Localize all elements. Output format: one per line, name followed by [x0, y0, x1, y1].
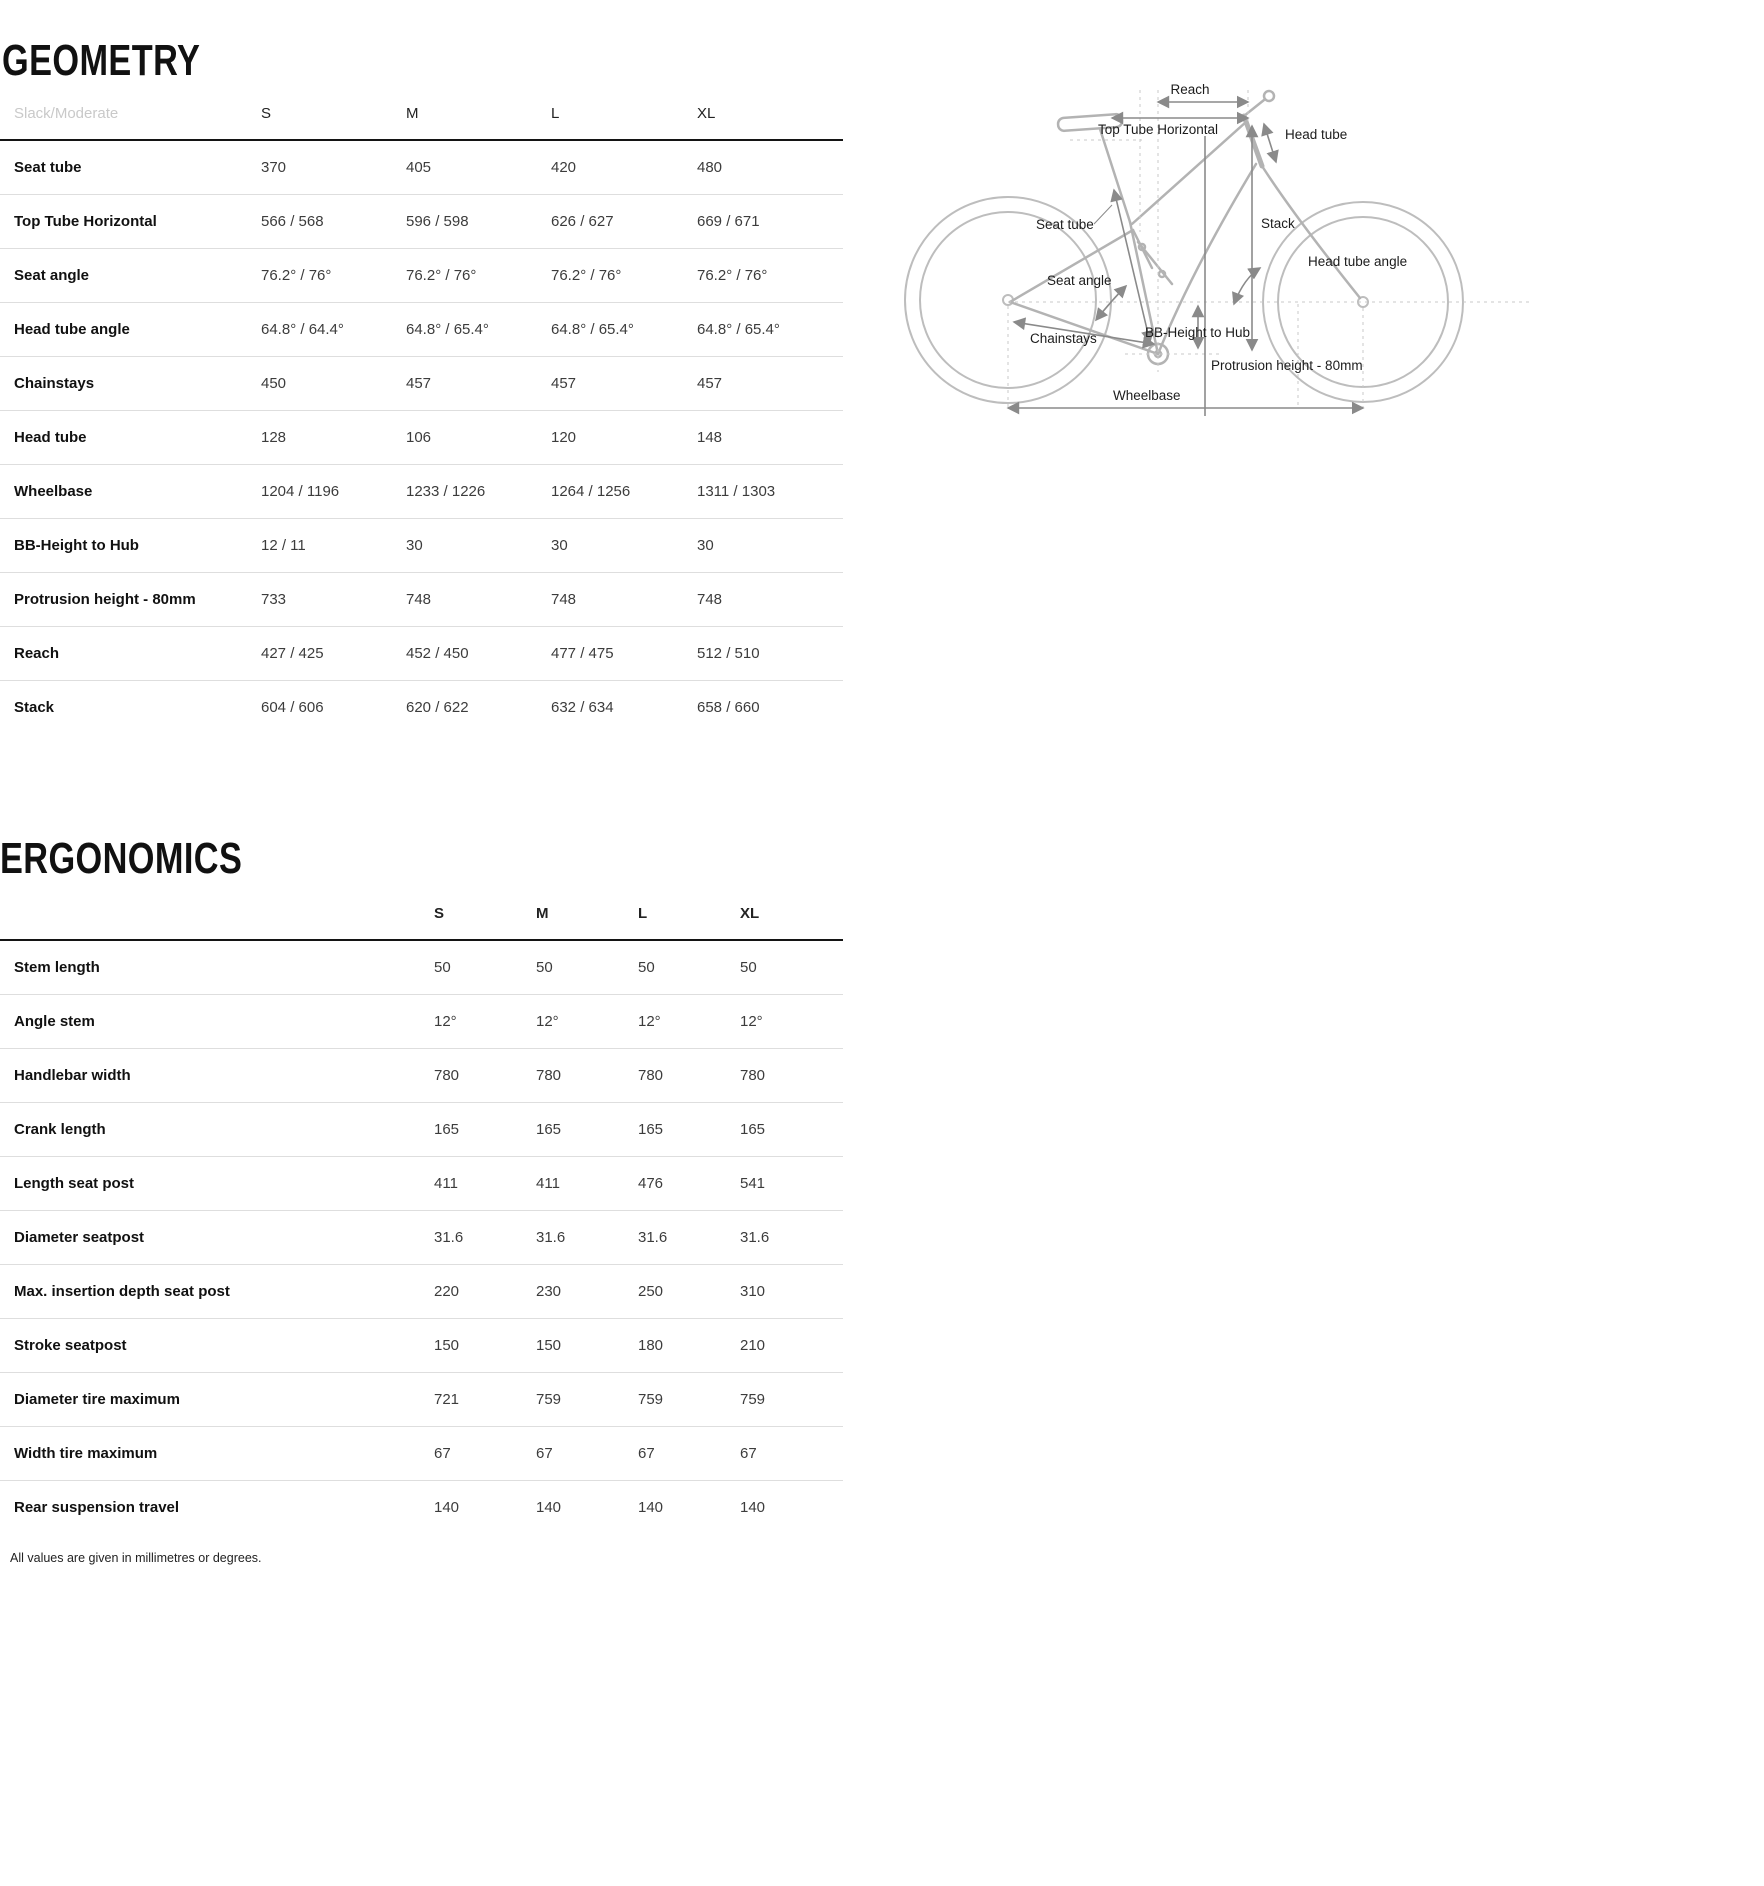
- value-cell: 106: [406, 428, 432, 446]
- value-cell: 76.2° / 76°: [551, 266, 622, 284]
- value-cell: 76.2° / 76°: [697, 266, 768, 284]
- value-cell: 140: [740, 1498, 766, 1516]
- table-row: [0, 572, 843, 626]
- value-cell: 477 / 475: [551, 644, 614, 662]
- value-cell: 541: [740, 1174, 766, 1192]
- value-cell: 780: [434, 1066, 460, 1084]
- bike-geometry-diagram: [890, 72, 1764, 420]
- value-cell: 67: [536, 1444, 553, 1462]
- value-cell: 733: [261, 590, 287, 608]
- value-cell: 165: [536, 1120, 562, 1138]
- value-cell: 31.6: [638, 1228, 668, 1246]
- value-cell: 50: [434, 958, 451, 976]
- value-cell: 120: [551, 428, 577, 446]
- header-row: [0, 88, 843, 140]
- value-cell: 411: [536, 1174, 560, 1192]
- table-row: [0, 1156, 843, 1210]
- value-cell: 150: [536, 1336, 562, 1354]
- value-cell: 67: [638, 1444, 655, 1462]
- row-label: Crank length: [14, 1120, 106, 1138]
- value-cell: 780: [638, 1066, 664, 1084]
- row-label: Wheelbase: [14, 482, 93, 500]
- value-cell: 780: [740, 1066, 766, 1084]
- row-label: Seat angle: [14, 266, 90, 284]
- table-row: [0, 1048, 843, 1102]
- row-label: Length seat post: [14, 1174, 135, 1192]
- value-cell: 230: [536, 1282, 562, 1300]
- ergonomics-table-header: [0, 888, 843, 940]
- table-row: [0, 1264, 843, 1318]
- value-cell: 512 / 510: [697, 644, 760, 662]
- row-label: Seat tube: [14, 158, 82, 176]
- value-cell: 67: [740, 1444, 757, 1462]
- value-cell: 759: [638, 1390, 664, 1408]
- row-label: Diameter tire maximum: [14, 1390, 180, 1408]
- value-cell: 604 / 606: [261, 698, 324, 716]
- value-cell: 476: [638, 1174, 664, 1192]
- value-cell: 626 / 627: [551, 212, 614, 230]
- value-cell: 140: [434, 1498, 460, 1516]
- row-label: Angle stem: [14, 1012, 95, 1030]
- column-header-xl: XL: [697, 105, 716, 122]
- value-cell: 759: [740, 1390, 766, 1408]
- table-row: [0, 248, 843, 302]
- value-cell: 250: [638, 1282, 664, 1300]
- value-cell: 30: [551, 536, 568, 554]
- value-cell: 759: [536, 1390, 562, 1408]
- value-cell: 31.6: [536, 1228, 566, 1246]
- value-cell: 457: [406, 374, 432, 392]
- value-cell: 165: [740, 1120, 766, 1138]
- value-cell: 30: [697, 536, 714, 554]
- row-label: Protrusion height - 80mm: [14, 590, 196, 608]
- table-row: [0, 356, 843, 410]
- seat-angle-label: Seat angle: [1047, 273, 1112, 288]
- value-cell: 76.2° / 76°: [406, 266, 477, 284]
- column-header-l: L: [638, 905, 648, 922]
- value-cell: 148: [697, 428, 723, 446]
- value-cell: 721: [434, 1390, 460, 1408]
- value-cell: 30: [406, 536, 423, 554]
- bb-height-to-hub-label: BB-Height to Hub: [1145, 325, 1251, 340]
- geometry-corner-label: Slack/Moderate: [14, 105, 119, 122]
- value-cell: 669 / 671: [697, 212, 760, 230]
- table-row: [0, 194, 843, 248]
- table-row: [0, 680, 843, 734]
- table-row: [0, 994, 843, 1048]
- value-cell: 405: [406, 158, 432, 176]
- stack-label: Stack: [1261, 216, 1295, 231]
- head-tube-angle-label: Head tube angle: [1308, 254, 1408, 269]
- protrusion-height-label: Protrusion height - 80mm: [1211, 358, 1363, 373]
- value-cell: 64.8° / 65.4°: [551, 320, 634, 338]
- table-row: [0, 464, 843, 518]
- table-row: [0, 518, 843, 572]
- row-label: Stroke seatpost: [14, 1336, 127, 1354]
- value-cell: 1311 / 1303: [697, 482, 776, 500]
- header-row: [0, 888, 843, 940]
- table-row: [0, 1210, 843, 1264]
- value-cell: 457: [551, 374, 577, 392]
- column-header-l: L: [551, 105, 560, 122]
- value-cell: 780: [536, 1066, 562, 1084]
- seat-tube-label: Seat tube: [1036, 217, 1094, 232]
- value-cell: 31.6: [434, 1228, 464, 1246]
- row-label: Head tube: [14, 428, 87, 446]
- value-cell: 220: [434, 1282, 460, 1300]
- value-cell: 76.2° / 76°: [261, 266, 332, 284]
- table-row: [0, 1102, 843, 1156]
- value-cell: 370: [261, 158, 287, 176]
- value-cell: 12 / 11: [261, 536, 306, 554]
- geometry-table-header: [0, 88, 843, 140]
- row-label: BB-Height to Hub: [14, 536, 139, 554]
- value-cell: 1204 / 1196: [261, 482, 340, 500]
- value-cell: 12°: [536, 1012, 559, 1030]
- value-cell: 31.6: [740, 1228, 770, 1246]
- value-cell: 140: [536, 1498, 562, 1516]
- value-cell: 12°: [434, 1012, 457, 1030]
- reach-label: Reach: [1170, 82, 1210, 97]
- ergonomics-corner-label: [0, 888, 434, 940]
- row-label: Chainstays: [14, 374, 95, 392]
- row-label: Stack: [14, 698, 55, 716]
- value-cell: 128: [261, 428, 287, 446]
- value-cell: 64.8° / 64.4°: [261, 320, 344, 338]
- wheelbase-label: Wheelbase: [1113, 388, 1181, 403]
- value-cell: 427 / 425: [261, 644, 324, 662]
- value-cell: 64.8° / 65.4°: [406, 320, 489, 338]
- bike-diagram-svg: [890, 72, 1764, 420]
- table-row: [0, 140, 843, 194]
- table-row: [0, 302, 843, 356]
- ergonomics-section-title: ERGONOMICS: [0, 834, 243, 884]
- table-row: [0, 1372, 843, 1426]
- value-cell: 748: [697, 590, 723, 608]
- row-label: Rear suspension travel: [14, 1498, 180, 1516]
- value-cell: 150: [434, 1336, 460, 1354]
- value-cell: 632 / 634: [551, 698, 614, 716]
- value-cell: 50: [536, 958, 553, 976]
- value-cell: 566 / 568: [261, 212, 324, 230]
- value-cell: 140: [638, 1498, 664, 1516]
- row-label: Stem length: [14, 958, 100, 976]
- top-tube-horizontal-label: Top Tube Horizontal: [1097, 122, 1219, 137]
- column-header-m: M: [536, 905, 549, 922]
- column-header-s: S: [434, 905, 445, 922]
- column-header-s: S: [261, 105, 272, 122]
- value-cell: 748: [551, 590, 577, 608]
- value-cell: 210: [740, 1336, 766, 1354]
- value-cell: 620 / 622: [406, 698, 469, 716]
- value-cell: 67: [434, 1444, 451, 1462]
- table-row: [0, 1426, 843, 1480]
- chainstays-label: Chainstays: [1030, 331, 1097, 346]
- column-header-xl: XL: [740, 905, 760, 922]
- value-cell: 452 / 450: [406, 644, 469, 662]
- value-cell: 420: [551, 158, 577, 176]
- value-cell: 1264 / 1256: [551, 482, 631, 500]
- row-label: Handlebar width: [14, 1066, 131, 1084]
- value-cell: 658 / 660: [697, 698, 760, 716]
- row-label: Reach: [14, 644, 60, 662]
- value-cell: 310: [740, 1282, 766, 1300]
- table-row: [0, 410, 843, 464]
- head-tube-label: Head tube: [1285, 127, 1348, 142]
- value-cell: 165: [638, 1120, 664, 1138]
- value-cell: 596 / 598: [406, 212, 469, 230]
- value-cell: 50: [740, 958, 757, 976]
- row-label: Head tube angle: [14, 320, 130, 338]
- value-cell: 50: [638, 958, 655, 976]
- footer-note: All values are given in millimetres or degrees.: [10, 1551, 262, 1565]
- table-row: [0, 940, 843, 994]
- table-row: [0, 1318, 843, 1372]
- row-label: Width tire maximum: [14, 1444, 158, 1462]
- value-cell: 480: [697, 158, 723, 176]
- value-cell: 12°: [740, 1012, 763, 1030]
- column-header-m: M: [406, 105, 419, 122]
- value-cell: 411: [434, 1174, 458, 1192]
- value-cell: 165: [434, 1120, 460, 1138]
- row-label: Max. insertion depth seat post: [14, 1282, 230, 1300]
- value-cell: 64.8° / 65.4°: [697, 320, 780, 338]
- value-cell: 450: [261, 374, 287, 392]
- table-row: [0, 626, 843, 680]
- geometry-table: [0, 88, 843, 734]
- row-label: Diameter seatpost: [14, 1228, 145, 1246]
- ergonomics-table: [0, 888, 843, 1534]
- row-label: Top Tube Horizontal: [14, 212, 157, 230]
- value-cell: 12°: [638, 1012, 661, 1030]
- value-cell: 457: [697, 374, 723, 392]
- value-cell: 180: [638, 1336, 664, 1354]
- value-cell: 1233 / 1226: [406, 482, 486, 500]
- table-row: [0, 1480, 843, 1534]
- geometry-section-title: GEOMETRY: [2, 36, 201, 86]
- value-cell: 748: [406, 590, 432, 608]
- bike-wheels: [905, 197, 1463, 403]
